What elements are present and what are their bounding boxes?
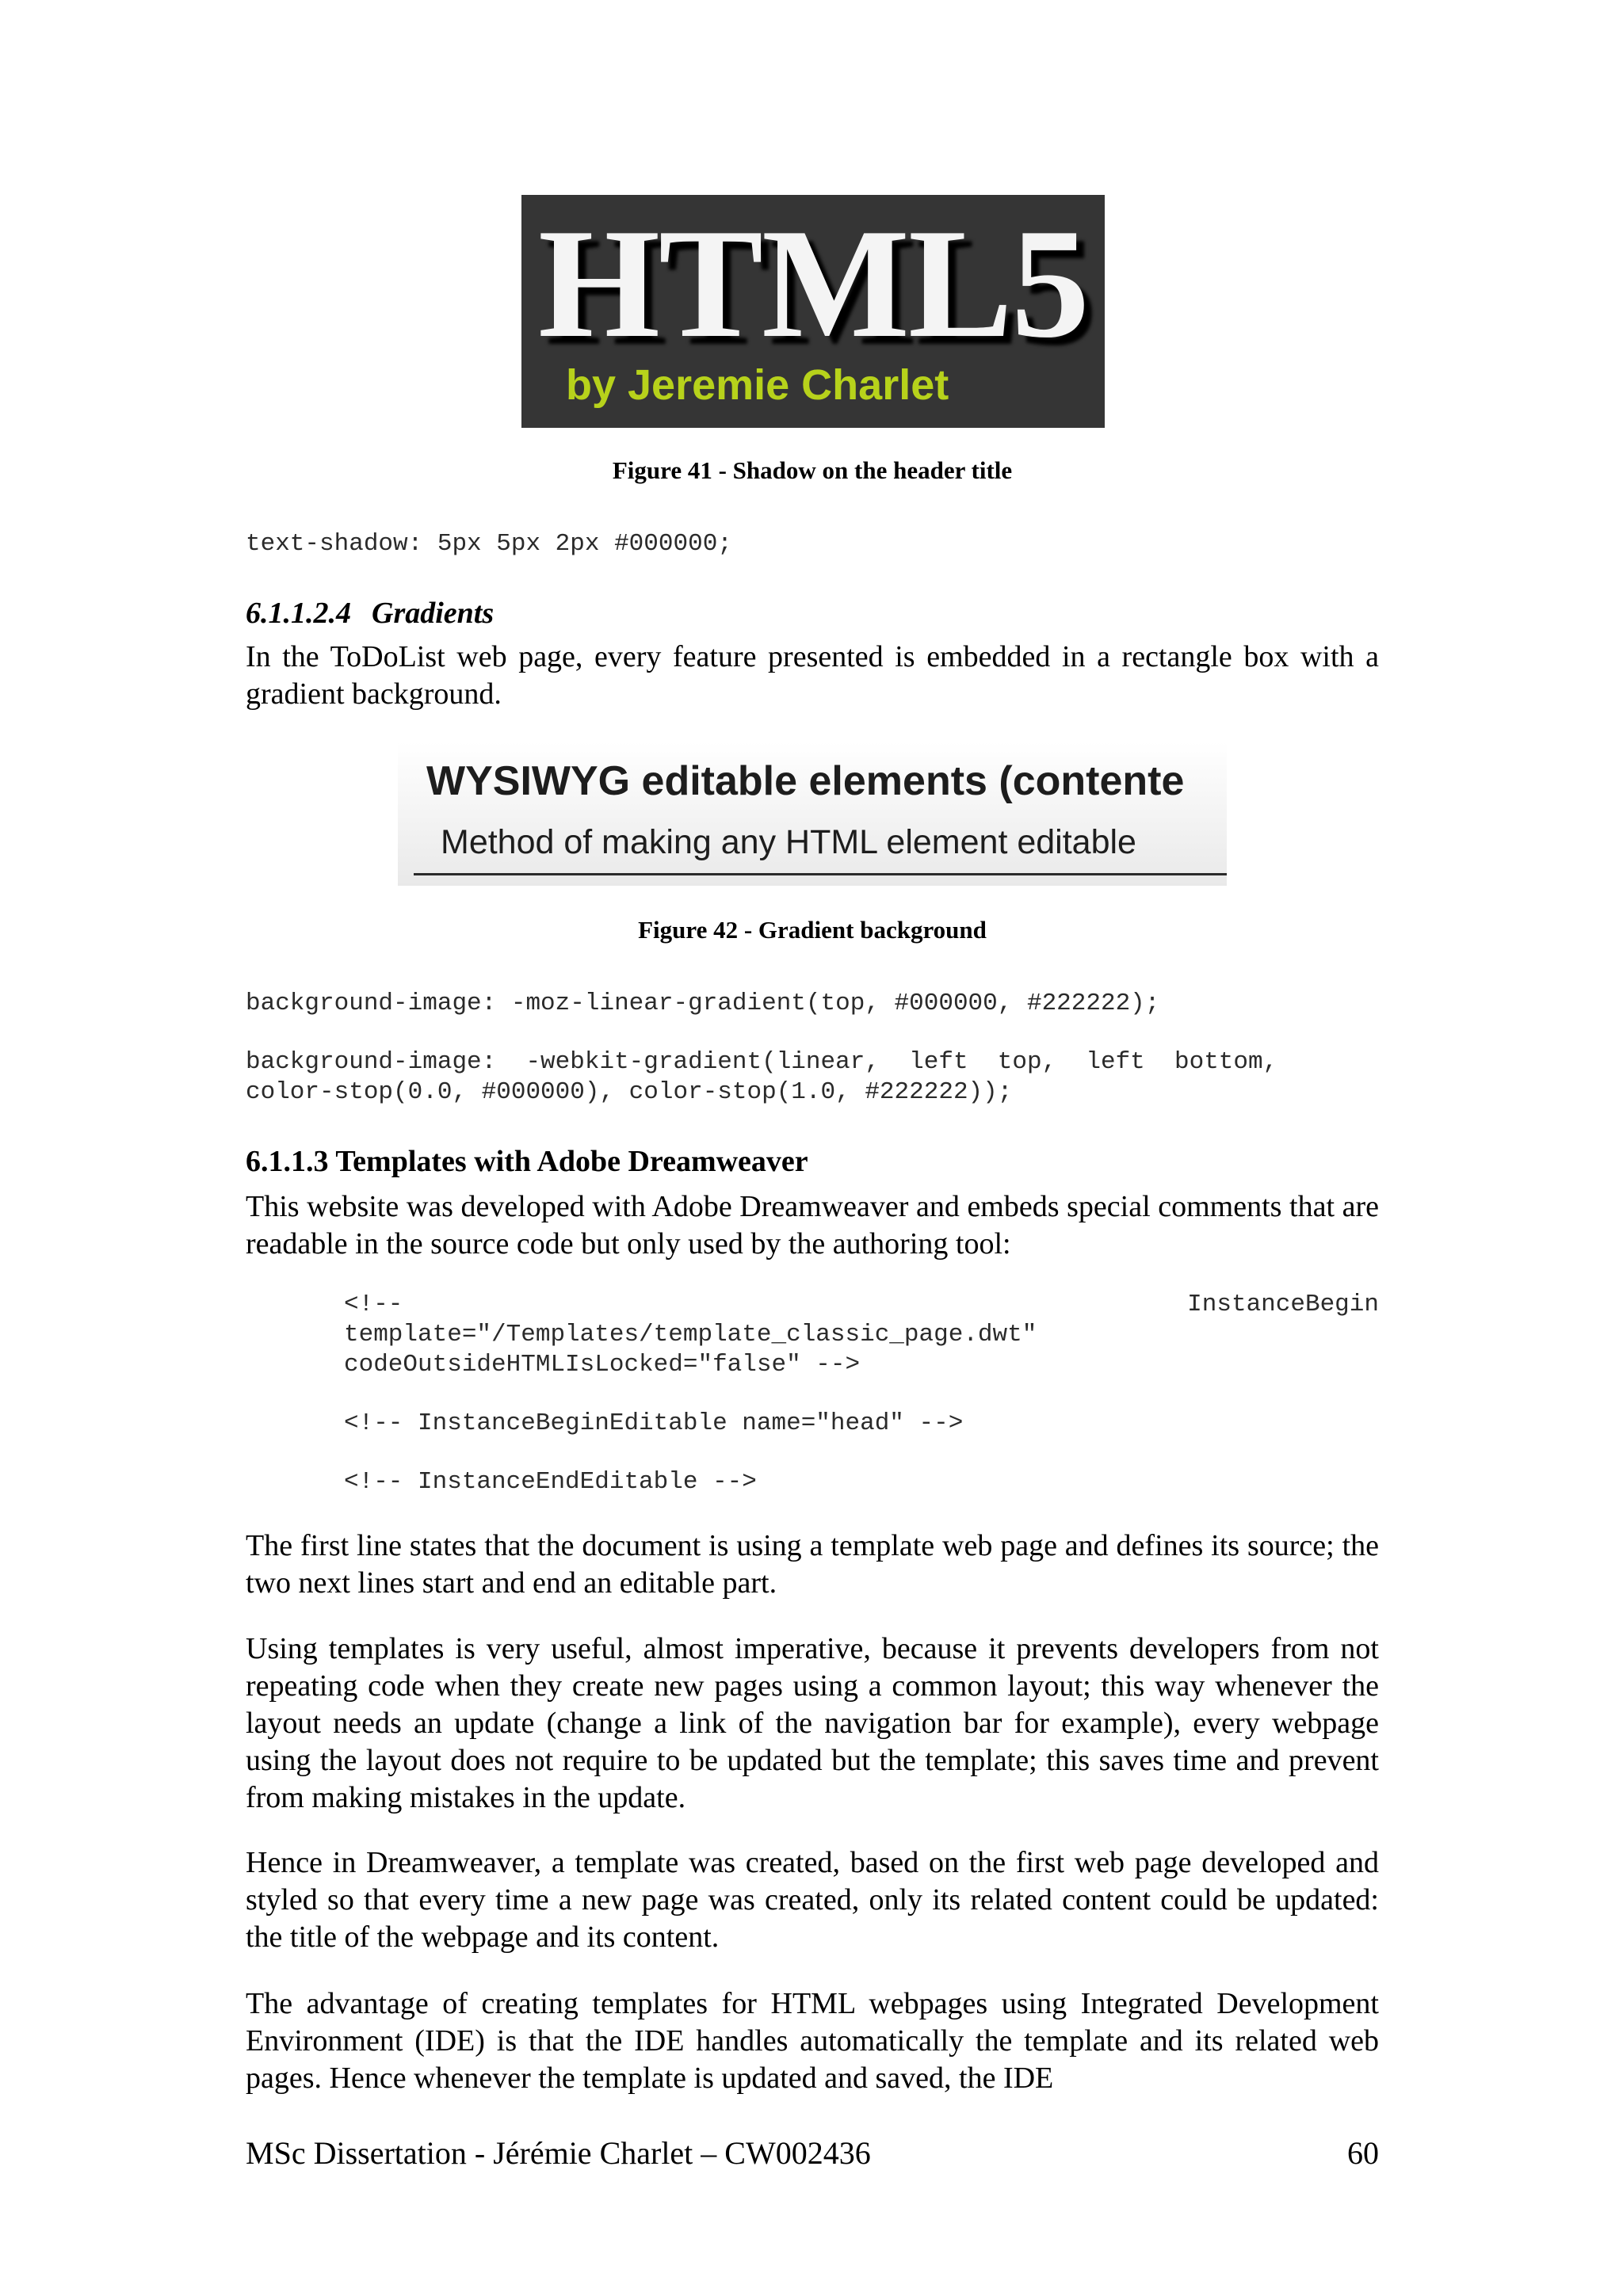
code-line-right: InstanceBegin — [1187, 1291, 1379, 1318]
code-line: template="/Templates/template_classic_page.dwt" — [344, 1321, 1037, 1348]
code-line: codeOutsideHTMLIsLocked="false" --> — [344, 1351, 861, 1379]
paragraph-first-line: The first line states that the document is using a template web page and defines its source; the two next lines start and end an editable part. — [246, 1529, 1379, 1600]
paragraph-ide-advantage: The advantage of creating templates for HTML webpages using Integrated Development Environment (IDE) is that the IDE handles automatically the template and its related web pages. Hence whenever the template is updated and saved, the IDE — [246, 1987, 1379, 2095]
figure-42-divider — [414, 873, 1227, 875]
figure-41-caption: Figure 41 - Shadow on the header title — [612, 456, 1013, 484]
paragraph-dreamweaver-template: Hence in Dreamweaver, a template was created, based on the first web page developed and styled so that every time a new page was created, only its related content could be updated: the title of the webpage and its content. — [246, 1846, 1379, 1954]
figure-41-image-subtitle: by Jeremie Charlet — [566, 361, 949, 409]
figure-42-image-subtitle: Method of making any HTML element editable — [441, 823, 1136, 861]
document-page — [246, 0, 1379, 2296]
code-line: <!-- InstanceBeginEditable name="head" --> — [344, 1409, 964, 1437]
figure-41-image-title: HTML5 — [537, 196, 1089, 370]
code-webkit-gradient-line1: background-image: -webkit-gradient(linear, left top, left bottom, — [246, 1048, 1278, 1076]
figure-42-caption: Figure 42 - Gradient background — [638, 916, 987, 944]
section-number: 6.1.1.2.4 — [246, 597, 351, 630]
paragraph-templates-useful: Using templates is very useful, almost imperative, because it prevents developers from not repeating code when they create new pages using a common layout; this way whenever the layout needs an update (change a link of the navigation bar for example), every webpage using the layout does not require to be updated but the template; this saves time and prevent from making mistakes in the update. — [246, 1632, 1379, 1814]
page-footer — [246, 2134, 1379, 2172]
code-moz-gradient: background-image: -moz-linear-gradient(top, #000000, #222222); — [246, 990, 1160, 1017]
section-title: Gradients — [372, 597, 495, 630]
code-webkit-gradient-line2: color-stop(0.0, #000000), color-stop(1.0, #222222)); — [246, 1078, 1013, 1106]
figure-42-image — [398, 742, 1227, 886]
code-line-left: <!-- — [344, 1291, 403, 1318]
code-text-shadow: text-shadow: 5px 5px 2px #000000; — [246, 530, 732, 558]
code-line: <!-- InstanceEndEditable --> — [344, 1468, 757, 1496]
figure-42-image-title: WYSIWYG editable elements (contente — [426, 758, 1185, 804]
paragraph-templates-intro: This website was developed with Adobe Dreamweaver and embeds special comments that are readable in the source code but only used by the authoring tool: — [246, 1190, 1379, 1261]
code-block-dreamweaver — [344, 1290, 1379, 1497]
page-number: 60 — [1347, 2135, 1379, 2171]
figure-41-image — [521, 195, 1105, 428]
section-heading-gradients — [246, 596, 494, 631]
footer-title: MSc Dissertation - Jérémie Charlet – CW002436 — [246, 2135, 871, 2171]
code-line — [344, 1290, 1379, 1320]
paragraph-gradients: In the ToDoList web page, every feature presented is embedded in a rectangle box with a gradient background. — [246, 640, 1379, 711]
section-heading-templates: 6.1.1.3 Templates with Adobe Dreamweaver — [246, 1145, 808, 1178]
